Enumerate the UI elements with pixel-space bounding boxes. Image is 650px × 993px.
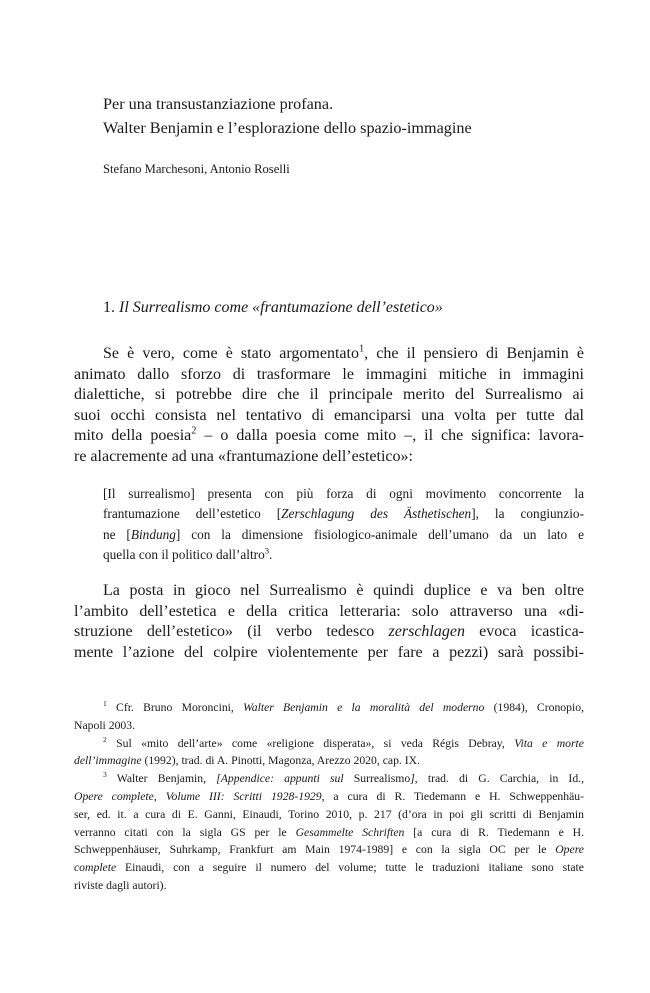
article-title: [103, 93, 563, 140]
p1-line: re alacremente ad una «frantumazione dell’estetico»:: [74, 447, 413, 465]
paragraph-2: [74, 581, 584, 663]
footnote-3-cont: Opere complete, Volume III: Scritti 1928-1929, a cura di R. Tiedemann e H. Schweppenhäu-: [74, 789, 585, 803]
footnote-3-cont: riviste dagli autori).: [74, 878, 167, 892]
footnote-3-cont: verranno citati con la sigla GS per le Gesammelte Schriften [a cura di R. Tiedemann e H.: [74, 825, 585, 839]
footnote-3-cont: Schweppenhäuser, Suhrkamp, Frankfurt am Main 1974-1989] e con la sigla OC per le Opere: [74, 843, 584, 857]
section-number: 1.: [103, 299, 115, 316]
title-line-1: Per una transustanziazione profana.: [103, 95, 334, 113]
footnote-3: $^3$ Walter Benjamin, [Appendice: appunti sul Surrealismo], trad. di G. Carchia, in Id.,: [103, 770, 585, 786]
p1-line: mito della poesia$^2$ – o dalla poesia come mito –, il che significa: lavora-: [74, 426, 584, 445]
p1-line: animato dallo sforzo di trasformare le immagini mitiche in immagini: [74, 365, 584, 383]
footnote-3-cont: ser, ed. it. a cura di E. Ganni, Einaudi, Torino 2010, p. 217 (d’ora in poi gli scritti di Benjamin: [74, 807, 584, 821]
quote-line: ne [Bindung] con la dimensione fisiologico-animale dell’umano da un lato e: [103, 526, 584, 542]
footnote-ref-2: 2: [191, 426, 197, 438]
quote-line: [Il surrealismo] presenta con più forza di ogni movimento concorrente la: [103, 486, 584, 501]
footnote-ref-3: 3: [264, 545, 270, 556]
authors: Stefano Marchesoni, Antonio Roselli: [103, 162, 290, 176]
p2-line: l’ambito dell’estetica e della critica letteraria: solo attraverso una «di-: [74, 602, 584, 620]
p1-line: Se è vero, come è stato argomentato$^1$, che il pensiero di Benjamin è: [103, 343, 584, 362]
section-heading: [103, 299, 443, 317]
section-title: Il Surrealismo come «frantumazione dell’estetico»: [119, 299, 443, 316]
footnotes: [74, 699, 584, 895]
p1-line: suoi occhi consista nel tentativo di emanciparsi una volta per tutte dal: [74, 406, 584, 424]
title-line-2: Walter Benjamin e l’esplorazione dello spazio-immagine: [103, 118, 472, 137]
footnote-2-cont: dell’immagine (1992), trad. di A. Pinotti, Magonza, Arezzo 2020, cap. IX.: [74, 754, 421, 768]
p2-line: mente l’azione del colpire violentemente per fare a pezzi) sarà possibi-: [74, 643, 584, 661]
footnote-2: $^2$ Sul «mito dell’arte» come «religione disperata», si veda Régis Debray, Vita e morte: [103, 734, 584, 750]
footnote-1: $^1$ Cfr. Bruno Moroncini, Walter Benjamin e la moralità del moderno (1984), Cronopio,: [103, 699, 584, 714]
block-quote: [103, 484, 584, 566]
footnote-ref-1: 1: [358, 343, 365, 355]
p2-line: struzione dell’estetico» (il verbo tedesco zerschlagen evoca icastica-: [74, 623, 584, 641]
footnote-1-cont: Napoli 2003.: [74, 718, 136, 732]
p1-line: dialettiche, si potrebbe dire che il principale merito del Surrealismo ai: [74, 386, 584, 404]
quote-line: frantumazione dell’estetico [Zerschlagung des Ästhetischen], la congiunzio-: [103, 506, 585, 522]
footnote-3-cont: complete Einaudi, con a seguire il numero del volume; tutte le traduzioni italiane sono state: [74, 861, 584, 875]
paragraph-1: [74, 344, 584, 468]
quote-line: quella con il politico dall’altro$^3$.: [103, 545, 273, 563]
p2-line: La posta in gioco nel Surrealismo è quindi duplice e va ben oltre: [103, 582, 584, 599]
